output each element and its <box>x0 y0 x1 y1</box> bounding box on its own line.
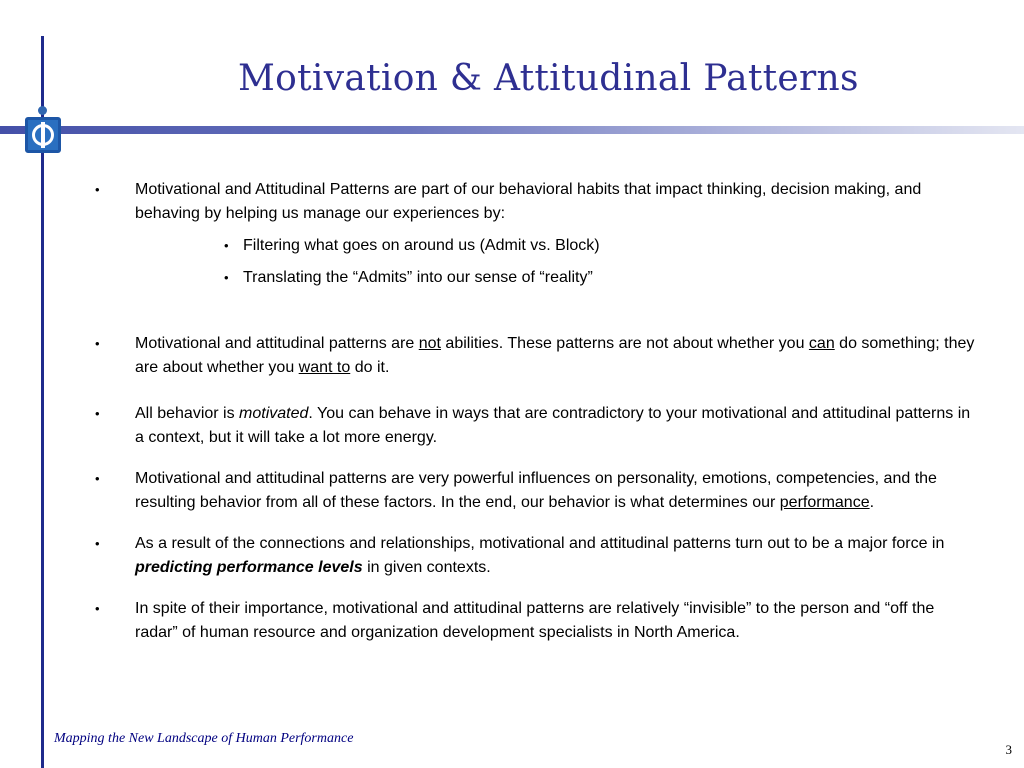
emphasis-not: not <box>418 335 441 352</box>
bullet-icon: • <box>95 182 100 197</box>
bullet-icon: • <box>224 270 229 285</box>
company-logo-icon <box>25 117 61 153</box>
bullet-item <box>95 178 975 226</box>
sub-bullet-item <box>224 266 975 290</box>
bullet-text: In spite of their importance, motivational and attitudinal patterns are relatively “invisible” to the person and “off the radar” of human resource and organization development specialists in North America. <box>135 600 935 641</box>
slide-body <box>95 178 975 645</box>
sub-bullet-item <box>224 234 975 258</box>
bullet-text-part: abilities. These patterns are not about whether you <box>440 335 809 352</box>
bullet-icon: • <box>95 471 100 486</box>
bullet-text-part: . You can behave in ways that are contradictory to your motivational and attitudinal patterns in a context, but it will take a lot more energy. <box>135 405 971 446</box>
emphasis-predicting-performance: predicting performance levels <box>135 559 363 576</box>
bullet-text-part: All behavior is <box>135 405 240 422</box>
bullet-icon: • <box>224 238 229 253</box>
bullet-text-part: in given contexts. <box>362 559 491 576</box>
bullet-icon: • <box>95 536 100 551</box>
slide-title: Motivation & Attitudinal Patterns <box>238 58 859 99</box>
bullet-icon: • <box>95 406 100 421</box>
bullet-text-part: . <box>869 494 875 511</box>
bullet-text: Motivational and Attitudinal Patterns are part of our behavioral habits that impact thinking, decision making, and behaving by helping us manage our experiences by: <box>135 181 922 222</box>
emphasis-performance: performance <box>779 494 870 511</box>
bullet-text-part: do something; they are about whether you <box>135 335 975 376</box>
emphasis-want-to: want to <box>298 359 351 376</box>
emphasis-can: can <box>808 335 835 352</box>
bullet-text-part: Motivational and attitudinal patterns are <box>135 335 419 352</box>
bullet-text-part: As a result of the connections and relationships, motivational and attitudinal patterns turn out to be a major force in <box>135 535 945 552</box>
bullet-item <box>95 597 975 645</box>
logo-stem <box>41 122 45 148</box>
sub-bullet-text: Filtering what goes on around us (Admit vs. Block) <box>243 237 600 254</box>
bullet-text-part: Motivational and attitudinal patterns are very powerful influences on personality, emotions, competencies, and the resulting behavior from all of these factors. In the end, our behavior is what determines our <box>135 470 937 511</box>
bullet-icon: • <box>95 336 100 351</box>
bullet-item <box>95 467 975 515</box>
bullet-item <box>95 532 975 580</box>
emphasis-motivated: motivated <box>239 405 309 422</box>
logo-dot-icon <box>38 106 47 115</box>
title-divider-bar <box>0 126 1024 134</box>
footer-text: Mapping the New Landscape of Human Performance <box>54 731 354 746</box>
bullet-text-part: do it. <box>350 359 390 376</box>
bullet-icon: • <box>95 601 100 616</box>
bullet-item <box>95 332 975 380</box>
bullet-item <box>95 402 975 450</box>
page-number: 3 <box>1005 742 1012 757</box>
sub-bullet-text: Translating the “Admits” into our sense of “reality” <box>243 269 593 286</box>
